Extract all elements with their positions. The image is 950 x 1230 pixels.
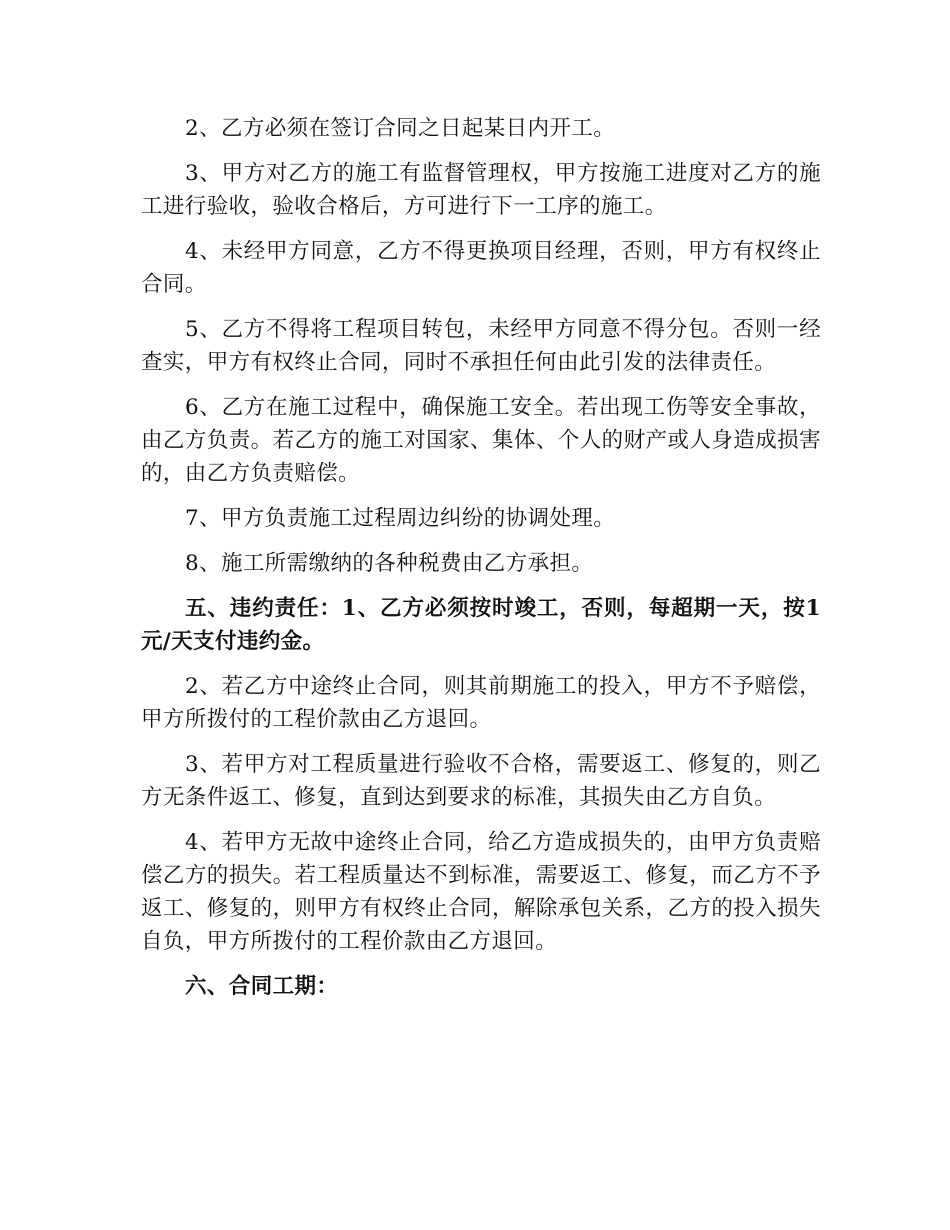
section-5-heading-liability: 五、违约责任：1、乙方必须按时竣工，否则，每超期一天，按1元/天支付违约金。 [141, 596, 821, 654]
clause-6-safety: 6、乙方在施工过程中，确保施工安全。若出现工伤等安全事故，由乙方负责。若乙方的施工对国家、集体、个人的财产或人身造成损害的，由乙方负责赔偿。 [141, 395, 821, 486]
liability-clause-4: 4、若甲方无故中途终止合同，给乙方造成损失的，由甲方负责赔偿乙方的损失。若工程质量达不到标准，需要返工、修复，而乙方不予返工、修复的，则甲方有权终止合同，解除承包关系，乙方的投入损失自负，甲方所拨付的工程价款由乙方退回。 [141, 830, 821, 954]
clause-8-taxes: 8、施工所需缴纳的各种税费由乙方承担。 [185, 551, 594, 576]
liability-clause-2: 2、若乙方中途终止合同，则其前期施工的投入，甲方不予赔偿，甲方所拨付的工程价款由乙方退回。 [141, 674, 821, 732]
clause-3-supervision: 3、甲方对乙方的施工有监督管理权，甲方按施工进度对乙方的施工进行验收，验收合格后，方可进行下一工序的施工。 [141, 161, 821, 219]
clause-5-subcontract: 5、乙方不得将工程项目转包，未经甲方同意不得分包。否则一经查实，甲方有权终止合同，同时不承担任何由此引发的法律责任。 [141, 317, 821, 375]
clause-4-project-manager: 4、未经甲方同意，乙方不得更换项目经理，否则，甲方有权终止合同。 [141, 239, 821, 297]
clause-2-start-work: 2、乙方必须在签订合同之日起某日内开工。 [185, 116, 616, 141]
clause-7-disputes: 7、甲方负责施工过程周边纠纷的协调处理。 [185, 506, 616, 531]
document-body [141, 112, 821, 1015]
liability-clause-3: 3、若甲方对工程质量进行验收不合格，需要返工、修复的，则乙方无条件返工、修复，直到达到要求的标准，其损失由乙方自负。 [141, 752, 821, 810]
section-6-heading-duration: 六、合同工期： [185, 974, 339, 999]
